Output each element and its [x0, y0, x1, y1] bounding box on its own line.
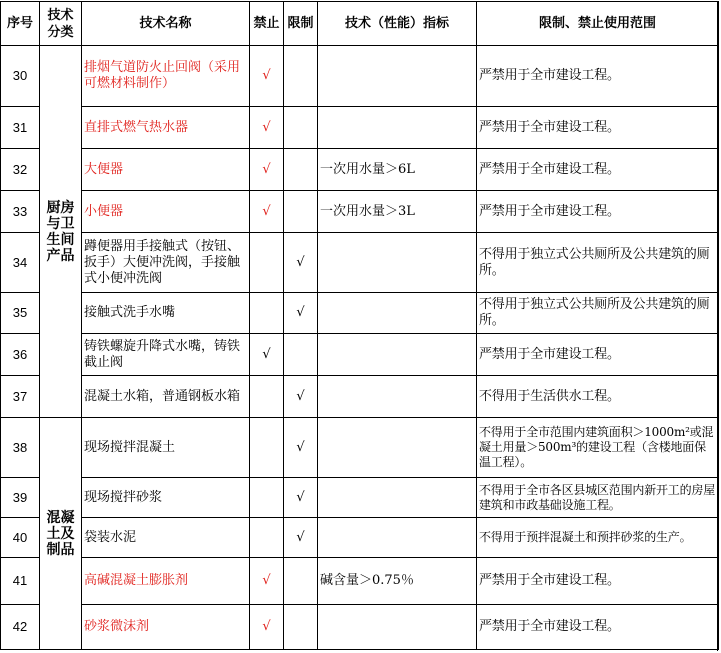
- table-right-border: [717, 1, 718, 651]
- header-spec: 技术（性能）指标: [318, 2, 477, 46]
- ban-mark: √: [250, 191, 284, 233]
- restrict-mark: [284, 149, 318, 191]
- header-category-label: 技术分类: [47, 7, 74, 40]
- row-number: 34: [1, 233, 40, 293]
- tech-name: 排烟气道防火止回阀（采用可燃材料制作）: [82, 46, 250, 107]
- category-cell: [40, 418, 82, 650]
- restrict-mark: [284, 191, 318, 233]
- row-number: 39: [1, 478, 40, 518]
- tech-name: 小便器: [82, 191, 250, 233]
- tech-name: 现场搅拌砂浆: [82, 478, 250, 518]
- spec-value: 一次用水量＞6L: [318, 149, 477, 191]
- tech-name: 铸铁螺旋升降式水嘴，铸铁截止阀: [82, 334, 250, 376]
- usage-scope: 不得用于独立式公共厕所及公共建筑的厕所。: [477, 233, 719, 293]
- spec-value: [318, 478, 477, 518]
- row-number: 40: [1, 518, 40, 558]
- category-label: 混凝土及制品: [46, 509, 75, 558]
- table-row: [1, 107, 719, 149]
- restrict-mark: [284, 558, 318, 605]
- restrict-mark: √: [284, 478, 318, 518]
- row-number: 32: [1, 149, 40, 191]
- spec-value: [318, 376, 477, 418]
- header-serial-number: 序号: [1, 2, 40, 46]
- usage-scope: 严禁用于全市建设工程。: [477, 605, 719, 650]
- usage-scope: 不得用于独立式公共厕所及公共建筑的厕所。: [477, 293, 719, 334]
- tech-name: 接触式洗手水嘴: [82, 293, 250, 334]
- spec-value: [318, 46, 477, 107]
- tech-name: 高碱混凝土膨胀剂: [82, 558, 250, 605]
- row-number: 38: [1, 418, 40, 478]
- usage-scope: 不得用于预拌混凝土和预拌砂浆的生产。: [477, 518, 719, 558]
- spec-value: [318, 233, 477, 293]
- spec-value: [318, 418, 477, 478]
- table-row: [1, 334, 719, 376]
- category-label: 厨房与卫生间产品: [46, 199, 75, 264]
- table-row: [1, 558, 719, 605]
- table-row: [1, 605, 719, 650]
- spec-value: [318, 605, 477, 650]
- usage-scope: 严禁用于全市建设工程。: [477, 334, 719, 376]
- ban-mark: [250, 478, 284, 518]
- ban-mark: √: [250, 149, 284, 191]
- usage-scope: 严禁用于全市建设工程。: [477, 149, 719, 191]
- header-tech-name: 技术名称: [82, 2, 250, 46]
- usage-scope: 严禁用于全市建设工程。: [477, 191, 719, 233]
- row-number: 37: [1, 376, 40, 418]
- tech-name: 大便器: [82, 149, 250, 191]
- restrict-mark: √: [284, 376, 318, 418]
- ban-mark: [250, 518, 284, 558]
- table-row: [1, 46, 719, 107]
- ban-mark: [250, 418, 284, 478]
- table-row: [1, 518, 719, 558]
- restrict-mark: [284, 334, 318, 376]
- header-ban: 禁止: [250, 2, 284, 46]
- header-scope: 限制、禁止使用范围: [477, 2, 719, 46]
- spec-value: [318, 518, 477, 558]
- regulation-table: [0, 1, 719, 650]
- row-number: 33: [1, 191, 40, 233]
- row-number: 30: [1, 46, 40, 107]
- restrict-mark: [284, 46, 318, 107]
- header-row: [1, 2, 719, 46]
- row-number: 31: [1, 107, 40, 149]
- tech-name: 蹲便器用手接触式（按钮、扳手）大便冲洗阀，手接触式小便冲洗阀: [82, 233, 250, 293]
- spec-value: [318, 107, 477, 149]
- restrict-mark: √: [284, 518, 318, 558]
- usage-scope: 不得用于生活供水工程。: [477, 376, 719, 418]
- ban-mark: [250, 233, 284, 293]
- ban-mark: [250, 293, 284, 334]
- spec-value: 碱含量＞0.75％: [318, 558, 477, 605]
- ban-mark: [250, 376, 284, 418]
- table-row: [1, 149, 719, 191]
- spec-value: [318, 334, 477, 376]
- restrict-mark: √: [284, 418, 318, 478]
- ban-mark: √: [250, 334, 284, 376]
- tech-name: 混凝土水箱，普通钢板水箱: [82, 376, 250, 418]
- usage-scope: 严禁用于全市建设工程。: [477, 107, 719, 149]
- tech-name: 直排式燃气热水器: [82, 107, 250, 149]
- header-category: [40, 2, 82, 46]
- usage-scope: 严禁用于全市建设工程。: [477, 558, 719, 605]
- ban-mark: √: [250, 46, 284, 107]
- tech-name: 袋装水泥: [82, 518, 250, 558]
- usage-scope: 严禁用于全市建设工程。: [477, 46, 719, 107]
- ban-mark: √: [250, 558, 284, 605]
- spec-value: [318, 293, 477, 334]
- table-row: [1, 191, 719, 233]
- tech-name: 砂浆微沫剂: [82, 605, 250, 650]
- spec-value: 一次用水量＞3L: [318, 191, 477, 233]
- category-cell: [40, 46, 82, 418]
- restrict-mark: √: [284, 293, 318, 334]
- row-number: 41: [1, 558, 40, 605]
- usage-scope: 不得用于全市范围内建筑面积＞1000m²或混凝土用量＞500m³的建设工程（含楼地面保温工程）。: [477, 418, 719, 478]
- restrict-mark: √: [284, 233, 318, 293]
- table-row: [1, 418, 719, 478]
- tech-name: 现场搅拌混凝土: [82, 418, 250, 478]
- ban-mark: √: [250, 605, 284, 650]
- ban-mark: √: [250, 107, 284, 149]
- row-number: 36: [1, 334, 40, 376]
- row-number: 42: [1, 605, 40, 650]
- row-number: 35: [1, 293, 40, 334]
- restrict-mark: [284, 107, 318, 149]
- table-row: [1, 293, 719, 334]
- table-row: [1, 478, 719, 518]
- restrict-mark: [284, 605, 318, 650]
- usage-scope: 不得用于全市各区县城区范围内新开工的房屋建筑和市政基础设施工程。: [477, 478, 719, 518]
- table-row: [1, 376, 719, 418]
- header-restrict: 限制: [284, 2, 318, 46]
- table-row: [1, 233, 719, 293]
